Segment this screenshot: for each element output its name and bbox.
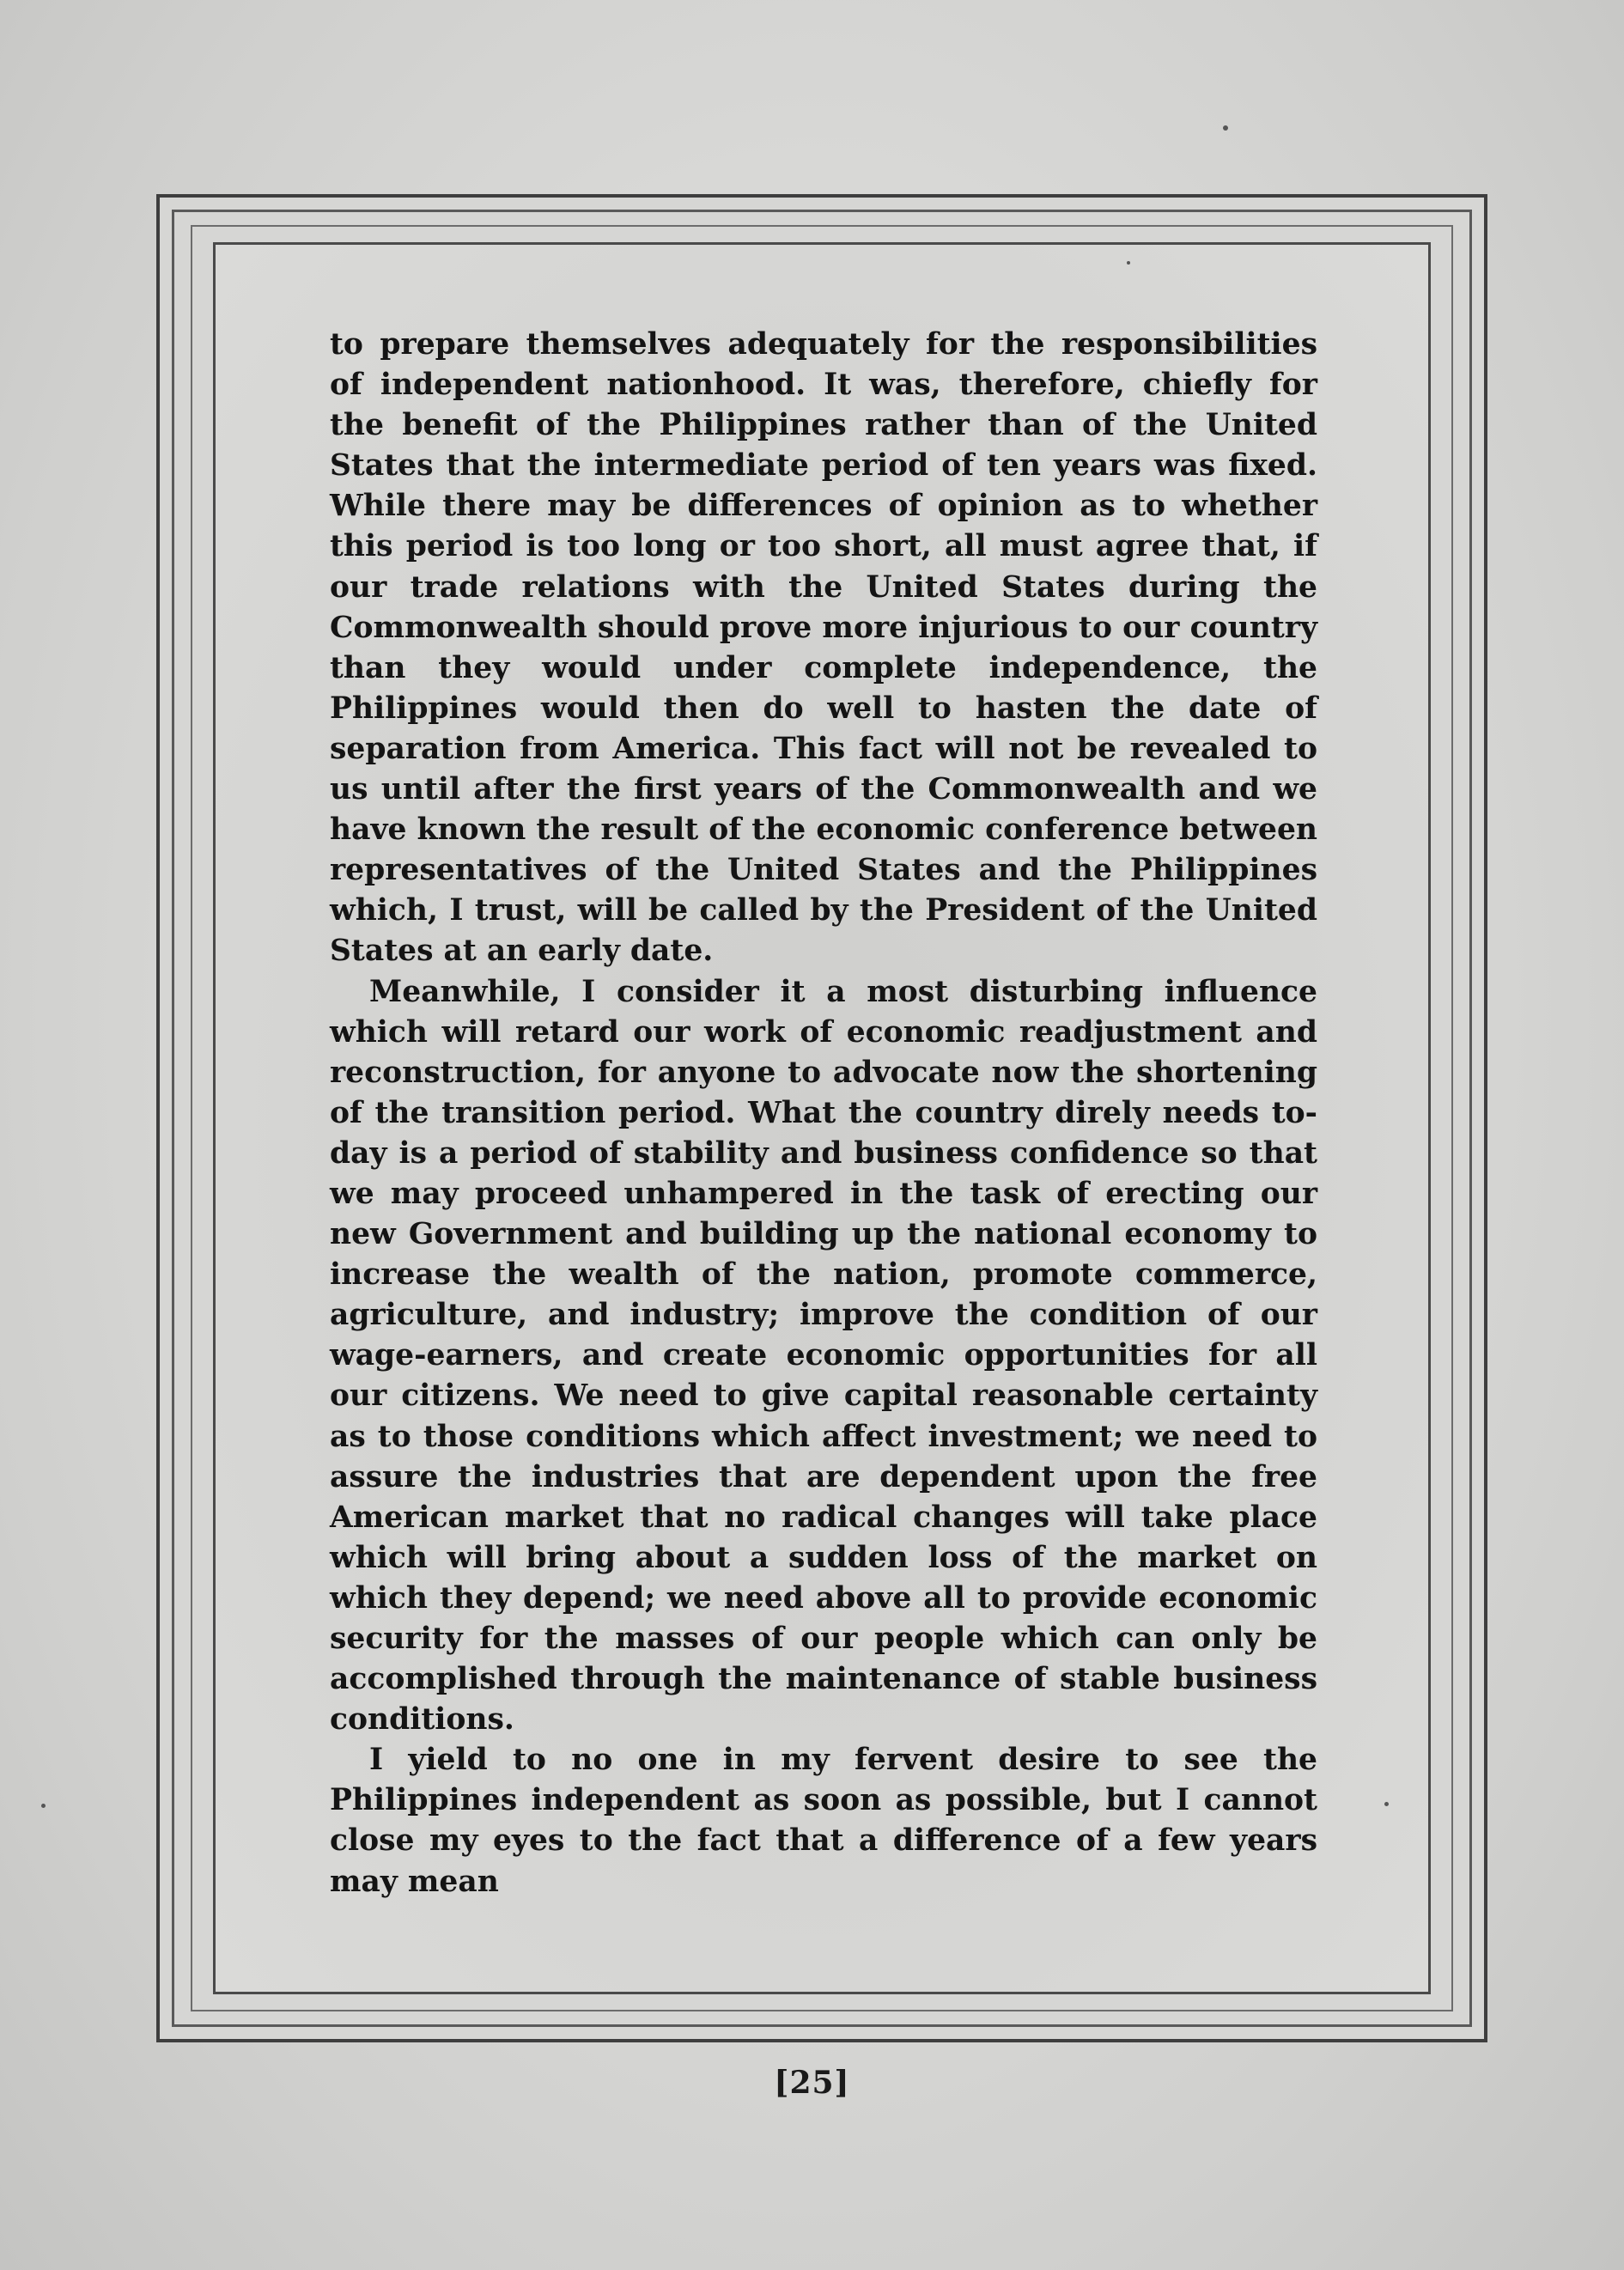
- paragraph-3: I yield to no one in my fervent desire to see the Philippines independent as soon as possible, but I cannot close my eyes to the fact that a difference of a few years may mean: [330, 1743, 1317, 1899]
- paragraph-1: to prepare themselves adequately for the responsibilities of independent nationhood. It was, therefore, chiefly for the benefit of the Philippines rather than of the United States that the intermediate period of ten years was fixed. While there may be differences of opinion as to whether this period is too long or too short, all must agree that, if our trade relations with the United States during the Commonwealth should prove more injurious to our country than they would under complete independence, the Philippines would then do well to hasten the date of separation from America. This fact will not be revealed to us until after the first years of the Commonwealth and we have known the result of the economic conference between representatives of the United States and the Philippines which, I trust, will be called by the President of the United States at an early date.: [330, 327, 1317, 969]
- dust-speck: [41, 1804, 46, 1808]
- body-text: [330, 325, 1317, 1902]
- dust-speck: [1384, 1802, 1389, 1806]
- dust-speck: [1127, 261, 1130, 265]
- page-number: [25]: [774, 2065, 850, 2101]
- paragraph-2: Meanwhile, I consider it a most disturbing influence which will retard our work of economic readjustment and reconstruction, for anyone to advocate now the shortening of the transition period. What the country direly needs to-day is a period of stability and business confidence so that we may proceed unhampered in the task of erecting our new Government and building up the national economy to increase the wealth of the nation, promote commerce, agriculture, and industry; improve the condition of our wage-earners, and create economic opportunities for all our citizens. We need to give capital reasonable certainty as to those conditions which affect investment; we need to assure the industries that are dependent upon the free American market that no radical changes will take place which will bring about a sudden loss of the market on which they depend; we need above all to provide economic security for the masses of our people which can only be accomplished through the maintenance of stable business conditions.: [330, 974, 1317, 1737]
- dust-speck: [1223, 125, 1228, 131]
